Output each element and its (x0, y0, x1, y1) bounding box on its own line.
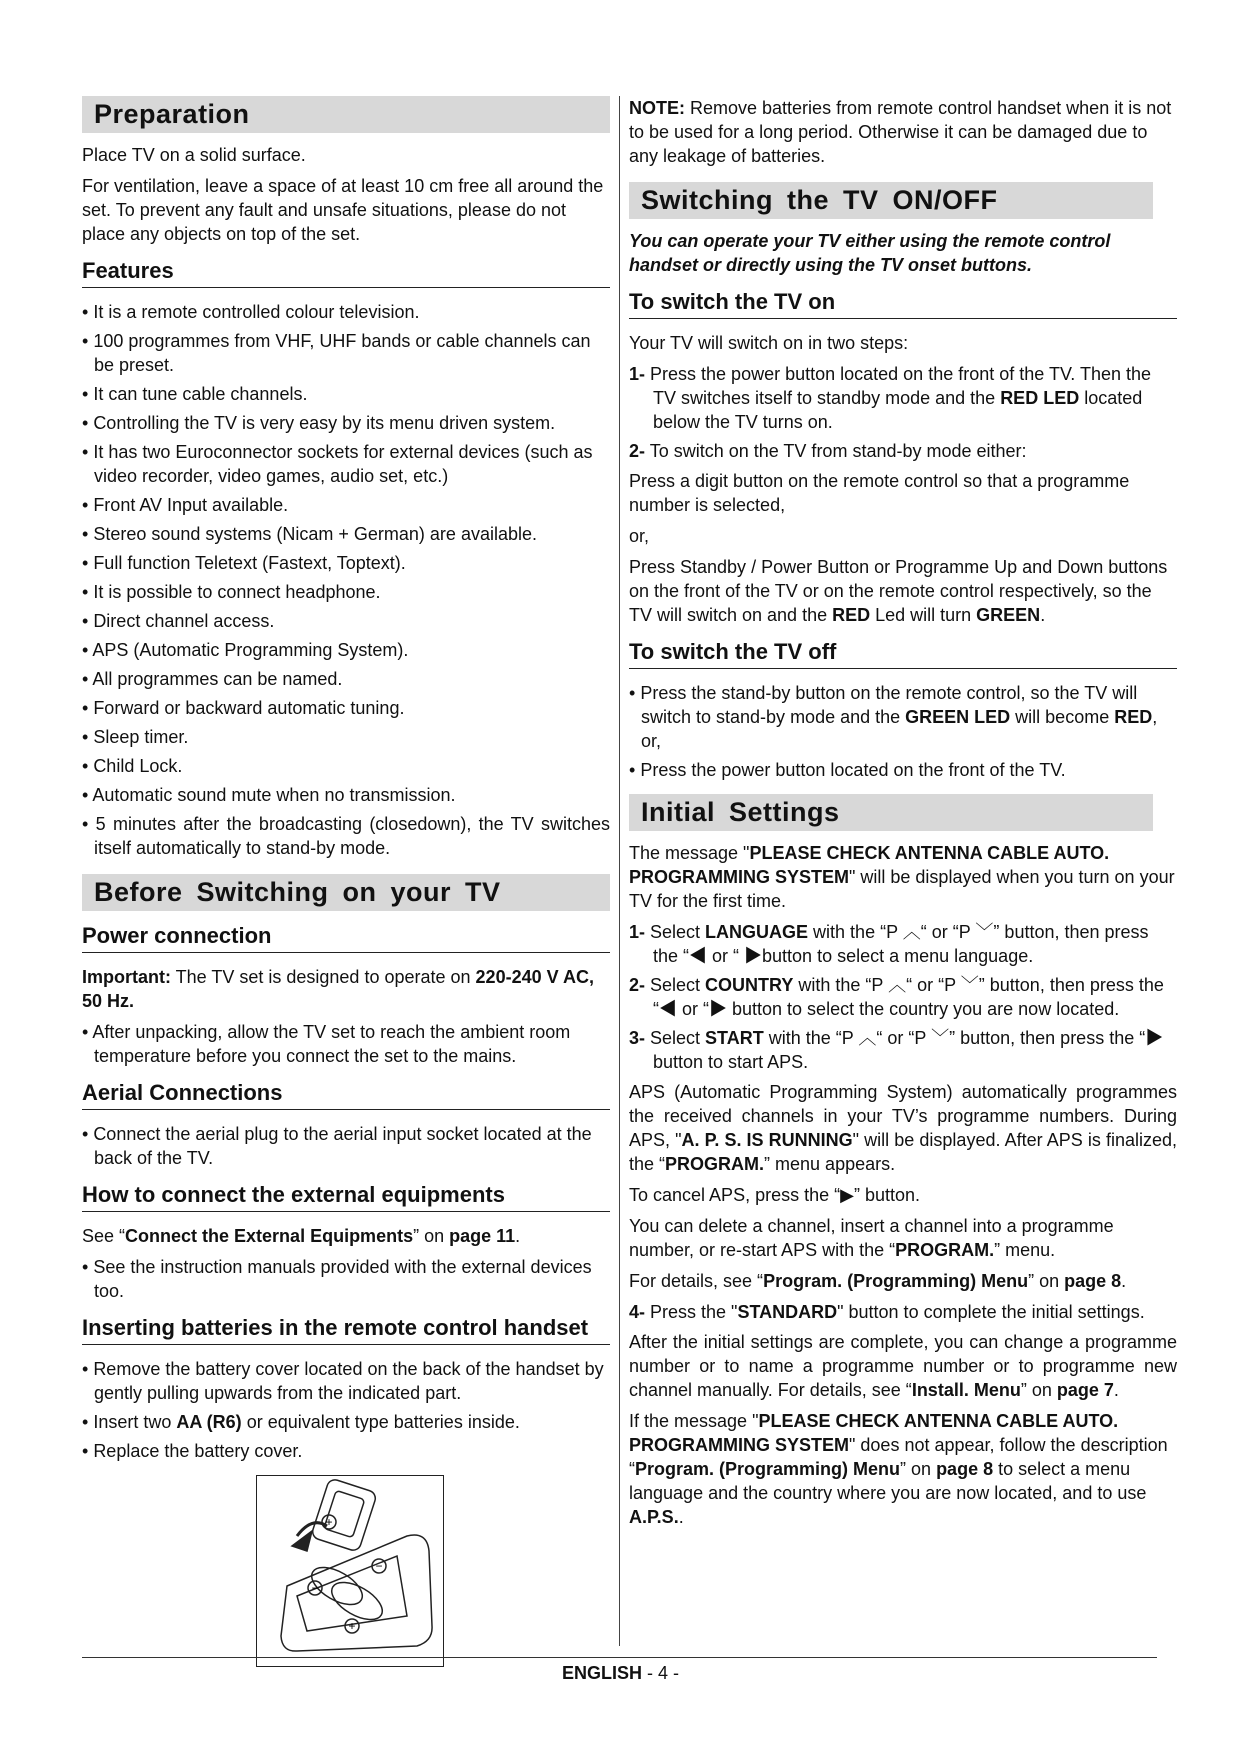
battery-note: NOTE: Remove batteries from remote control handset when it is not to be used for a long period. Otherwise it can be damaged due to any leakage of batteries. (629, 98, 1172, 166)
aerial-item: • Connect the aerial plug to the aerial input socket located at the back of the TV. (82, 1122, 610, 1170)
remote-battery-illustration (256, 1475, 444, 1667)
init-delete: You can delete a channel, insert a channel into a programme number, or re-start APS with the “PROGRAM.” menu. (629, 1216, 1114, 1260)
before-switching-heading: Before Switching on your TV (82, 874, 610, 911)
external-list (82, 1255, 610, 1303)
init-step-3: 3- Select START with the “P ︿“ or “P ﹀” button, then press the “▶ button to start APS. (629, 1028, 1164, 1072)
page-footer: ENGLISH - 4 - (561, 1663, 680, 1683)
power-list (82, 1020, 610, 1068)
feature-item: • Front AV Input available. (82, 493, 610, 517)
switch-on-standby: Press Standby / Power Button or Programme Up and Down buttons on the front of the TV or on the remote control respectively, so the TV will switch on and the RED Led will turn GREEN. (629, 557, 1168, 625)
switch-on-intro: Your TV will switch on in two steps: (629, 333, 909, 353)
init-if: If the message "PLEASE CHECK ANTENNA CABLE AUTO. PROGRAMMING SYSTEM" does not appear, follow the description “Program. (Programming) Menu” on page 8 to select a menu language and the country where you are now located, and to use A.P.S.. (629, 1411, 1168, 1527)
feature-item: • Child Lock. (82, 754, 610, 778)
switching-heading: Switching the TV ON/OFF (629, 182, 1153, 219)
remote-battery-drawing (257, 1476, 443, 1666)
power-item: • After unpacking, allow the TV set to reach the ambient room temperature before you connect the set to the mains. (82, 1020, 610, 1068)
aerial-list (82, 1122, 610, 1170)
battery-item: • Remove the battery cover located on the back of the handset by gently pulling upwards from the indicated part. (82, 1357, 610, 1405)
feature-item: • It can tune cable channels. (82, 382, 610, 406)
preparation-heading: Preparation (82, 96, 610, 133)
switch-on-step-1: 1- Press the power button located on the front of the TV. Then the TV switches itself to standby mode and the RED LED located below the TV turns on. (629, 364, 1152, 432)
init-steps-2 (629, 1300, 1177, 1324)
switch-on-step-2: 2- To switch on the TV from stand-by mode either: (629, 441, 1027, 461)
feature-item: • It is possible to connect headphone. (82, 580, 610, 604)
footer-rule (82, 1657, 1157, 1658)
prep-paragraph-2: For ventilation, leave a space of at least 10 cm free all around the set. To prevent any fault and unsafe situations, please do not place any objects on top of the set. (82, 176, 604, 244)
init-details: For details, see “Program. (Programming) Menu” on page 8. (629, 1271, 1127, 1291)
feature-item: • Direct channel access. (82, 609, 610, 633)
switch-off-heading: To switch the TV off (629, 639, 1177, 669)
feature-item: • It is a remote controlled colour television. (82, 300, 610, 324)
features-list (82, 300, 610, 860)
column-divider (619, 96, 620, 1646)
init-aps: APS (Automatic Programming System) automatically programmes the received channels in your TV’s programme numbers. During APS, "A. P. S. IS RUNNING" will be displayed. After APS is finalized, the “PROGRAM.” menu appears. (629, 1082, 1177, 1174)
feature-item: • Sleep timer. (82, 725, 610, 749)
feature-item: • 5 minutes after the broadcasting (closedown), the TV switches itself automatically to stand-by mode. (82, 812, 610, 860)
aerial-connections-heading: Aerial Connections (82, 1080, 610, 1110)
batteries-list (82, 1357, 610, 1463)
prep-paragraph-1: Place TV on a solid surface. (82, 145, 306, 165)
minus-sign-2: − (311, 1581, 319, 1595)
feature-item: • Automatic sound mute when no transmission. (82, 783, 610, 807)
left-column (82, 96, 610, 1667)
init-step-2: 2- Select COUNTRY with the “P ︿“ or “P ﹀” button, then press the “◀ or “▶ button to select the country you are now located. (629, 975, 1164, 1019)
switch-on-steps (629, 362, 1177, 463)
right-column (629, 96, 1177, 1536)
plus-sign-2: + (348, 1619, 356, 1633)
external-see: See “Connect the External Equipments” on page 11. (82, 1226, 521, 1246)
switch-off-list (629, 681, 1177, 782)
power-connection-heading: Power connection (82, 923, 610, 953)
power-important: Important: The TV set is designed to operate on 220-240 V AC, 50 Hz. (82, 967, 594, 1011)
feature-item: • It has two Euroconnector sockets for external devices (such as video recorder, video games, audio set, etc.) (82, 440, 610, 488)
init-step-4: 4- Press the "STANDARD" button to complete the initial settings. (629, 1302, 1145, 1322)
switch-off-item: • Press the stand-by button on the remote control, so the TV will switch to stand-by mode and the GREEN LED will become RED, or, (629, 681, 1177, 753)
init-message: The message "PLEASE CHECK ANTENNA CABLE AUTO. PROGRAMMING SYSTEM" will be displayed when you turn on your TV for the first time. (629, 843, 1175, 911)
feature-item: • Forward or backward automatic tuning. (82, 696, 610, 720)
plus-sign-1: + (325, 1515, 333, 1529)
switch-on-digit: Press a digit button on the remote control so that a programme number is selected, (629, 471, 1130, 515)
init-after: After the initial settings are complete, you can change a programme number or to name a programme number or to programme new channel manually. For details, see “Install. Menu” on page 7. (629, 1332, 1177, 1400)
switch-on-or: or, (629, 526, 650, 546)
features-heading: Features (82, 258, 610, 288)
feature-item: • All programmes can be named. (82, 667, 610, 691)
init-steps (629, 920, 1177, 1074)
switching-intro: You can operate your TV either using the remote control handset or directly using the TV onset buttons. (629, 231, 1111, 275)
external-item: • See the instruction manuals provided with the external devices too. (82, 1255, 610, 1303)
batteries-heading: Inserting batteries in the remote control handset (82, 1315, 610, 1345)
minus-sign-1: − (375, 1559, 383, 1573)
feature-item: • Controlling the TV is very easy by its menu driven system. (82, 411, 610, 435)
init-step-1: 1- Select LANGUAGE with the “P ︿“ or “P ﹀” button, then press the “◀ or “ ▶button to select a menu language. (629, 922, 1149, 966)
feature-item: • 100 programmes from VHF, UHF bands or cable channels can be preset. (82, 329, 610, 377)
battery-item: • Insert two AA (R6) or equivalent type batteries inside. (82, 1410, 610, 1434)
feature-item: • APS (Automatic Programming System). (82, 638, 610, 662)
switch-off-item: • Press the power button located on the front of the TV. (629, 758, 1177, 782)
feature-item: • Stereo sound systems (Nicam + German) are available. (82, 522, 610, 546)
external-equipments-heading: How to connect the external equipments (82, 1182, 610, 1212)
switch-on-heading: To switch the TV on (629, 289, 1177, 319)
battery-item: • Replace the battery cover. (82, 1439, 610, 1463)
initial-settings-heading: Initial Settings (629, 794, 1153, 831)
init-cancel: To cancel APS, press the “▶” button. (629, 1185, 920, 1205)
feature-item: • Full function Teletext (Fastext, Toptext). (82, 551, 610, 575)
